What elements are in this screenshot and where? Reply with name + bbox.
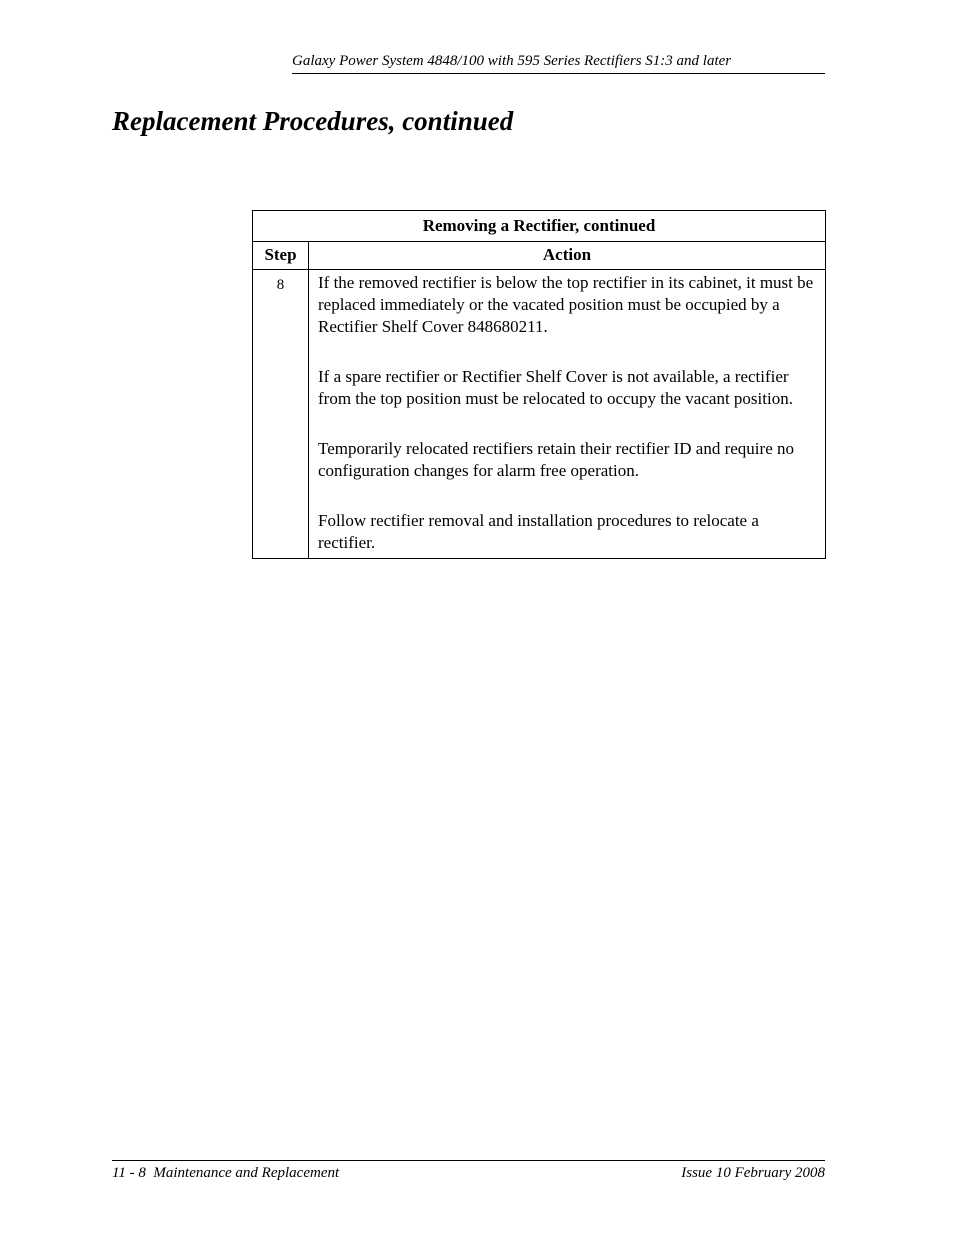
step-number: 8 — [253, 270, 309, 559]
page-title: Replacement Procedures, continued — [112, 106, 514, 136]
table-header-row — [253, 242, 826, 270]
action-paragraph: If a spare rectifier or Rectifier Shelf Cover is not available, a rectifier from the top position must be relocated to occupy the vacant position. — [318, 367, 793, 408]
action-paragraph: Temporarily relocated rectifiers retain their rectifier ID and require no configuration changes for alarm free operation. — [318, 439, 794, 480]
footer-issue-date: Issue 10 February 2008 — [681, 1165, 825, 1181]
action-paragraph: If the removed rectifier is below the top rectifier in its cabinet, it must be replaced immediately or the vacated position must be occupied by a Rectifier Shelf Cover 848680211. — [318, 273, 814, 336]
column-header-action: Action — [309, 242, 826, 270]
page-footer — [112, 1160, 825, 1183]
running-header — [292, 51, 825, 74]
table-row — [253, 270, 826, 559]
action-cell — [309, 270, 826, 559]
column-header-step: Step — [253, 242, 309, 270]
action-paragraph: Follow rectifier removal and installation procedures to relocate a rectifier. — [318, 511, 759, 552]
procedure-table — [252, 210, 826, 559]
footer-page-section: 11 - 8 Maintenance and Replacement — [112, 1165, 340, 1181]
table-caption: Removing a Rectifier, continued — [253, 211, 826, 242]
running-header-text: Galaxy Power System 4848/100 with 595 Series Rectifiers S1:3 and later — [292, 53, 732, 69]
table-caption-row — [253, 211, 826, 242]
